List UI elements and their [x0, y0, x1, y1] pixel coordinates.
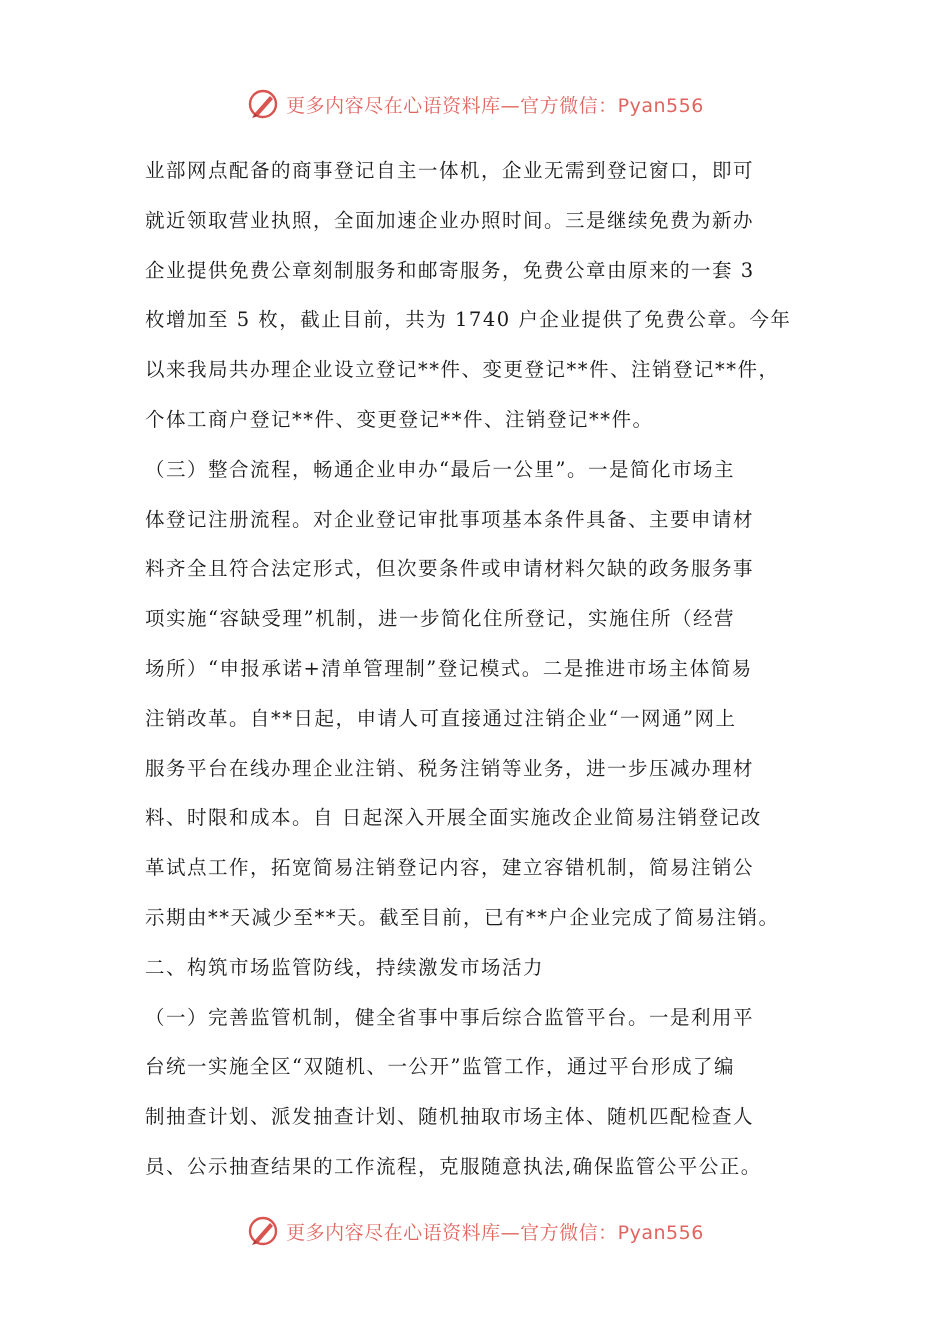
text-line: 注销改革。自**日起，申请人可直接通过注销企业“一网通”网上: [145, 706, 737, 730]
document-body: [145, 146, 813, 1192]
text-line: 枚增加至 5 枚，截止目前，共为 1740 户企业提供了免费公章。今年: [145, 308, 792, 332]
text-line: 个体工商户登记**件、变更登记**件、注销登记**件。: [145, 407, 654, 431]
header-watermark: [0, 84, 950, 124]
text-line: 制抽查计划、派发抽查计划、随机抽取市场主体、随机匹配检查人: [145, 1105, 755, 1129]
text-line: 场所）“申报承诺+清单管理制”登记模式。二是推进市场主体简易: [145, 656, 753, 680]
pen-logo-icon: [246, 87, 280, 121]
text-line: 服务平台在线办理企业注销、税务注销等业务，进一步压减办理材: [145, 756, 755, 780]
text-line: 就近领取营业执照，全面加速企业办照时间。三是继续免费为新办: [145, 208, 755, 232]
text-line: 员、公示抽查结果的工作流程，克服随意执法,确保监管公平公正。: [145, 1154, 762, 1178]
footer-watermark-text: 更多内容尽在心语资料库—官方微信：Pyan556: [286, 1221, 704, 1244]
text-line: 以来我局共办理企业设立登记**件、变更登记**件、注销登记**件，: [145, 358, 780, 382]
text-line: （一）完善监管机制，健全省事中事后综合监管平台。一是利用平: [145, 1005, 755, 1029]
text-line: 料、时限和成本。自 日起深入开展全面实施改企业简易注销登记改: [145, 806, 762, 830]
text-line: 体登记注册流程。对企业登记审批事项基本条件具备、主要申请材: [145, 507, 755, 531]
footer-watermark: [0, 1211, 950, 1251]
text-line: 业部网点配备的商事登记自主一体机，企业无需到登记窗口，即可: [145, 159, 755, 182]
text-line: 企业提供免费公章刻制服务和邮寄服务，免费公章由原来的一套 3: [145, 258, 755, 282]
text-line: 台统一实施全区“双随机、一公开”监管工作，通过平台形成了编: [145, 1055, 735, 1079]
text-line: 项实施“容缺受理”机制，进一步简化住所登记，实施住所（经营: [145, 607, 735, 631]
text-line: 二、构筑市场监管防线，持续激发市场活力: [145, 955, 545, 979]
text-line: 革试点工作，拓宽简易注销登记内容，建立容错机制，简易注销公: [145, 856, 755, 880]
text-line: 料齐全且符合法定形式，但次要条件或申请材料欠缺的政务服务事: [145, 557, 755, 581]
header-watermark-text: 更多内容尽在心语资料库—官方微信：Pyan556: [286, 94, 704, 117]
text-line: 示期由**天减少至**天。截至目前，已有**户企业完成了简易注销。: [145, 905, 780, 929]
text-line: （三）整合流程，畅通企业申办“最后一公里”。一是简化市场主: [145, 457, 735, 481]
pen-logo-icon: [246, 1214, 280, 1248]
